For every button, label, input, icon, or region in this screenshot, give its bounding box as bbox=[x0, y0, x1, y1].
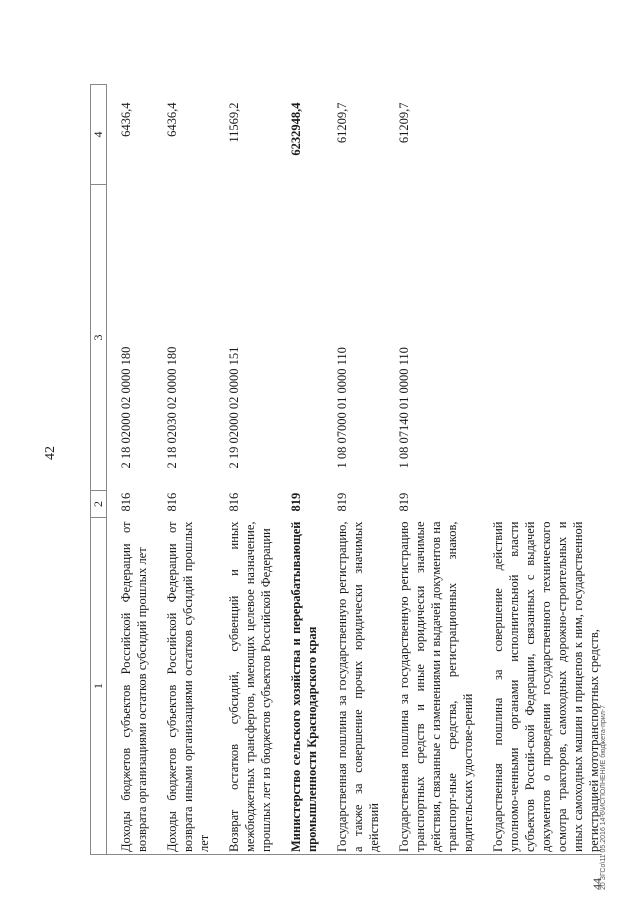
row-budget-code: 2 18 02000 02 0000 180 bbox=[119, 346, 133, 469]
row-name: Государственная пошлина за совершение действий уполномо-ченными органами исполнительной власти субъектов Россий-ской Федерации, связанных с выдачей документов о проведении государственного технического осмотра тракторов, самоходных дорожно-строительных и иных самоходных машин и прицепов к ним, государственной регистрацией мототранспортных средств, bbox=[476, 518, 602, 855]
row-amount: 6232948,4 bbox=[289, 102, 303, 156]
row-name: Возврат остатков субсидий, субвенций и иных межбюджетных трансфертов, имеющих целевое назначение, прошлых лет из бюджетов субъектов Российской Федерации bbox=[212, 518, 274, 855]
sheet-number: 44 bbox=[590, 878, 604, 890]
column-header-4: 4 bbox=[91, 85, 107, 185]
row-name: Государственная пошлина за государственную регистрацию, а также за совершение прочих юридически значимых действий bbox=[320, 518, 382, 855]
footer-file-path: 20 ЗГСо\11 05.2016 14-6\ИСПОЛНЕНИЕ бюджета-прил-7 bbox=[600, 704, 607, 890]
row-admin-code: 816 bbox=[119, 492, 133, 512]
table-row bbox=[476, 85, 602, 855]
row-amount: 6436,4 bbox=[119, 102, 133, 137]
row-budget-code: 1 08 07140 01 0000 110 bbox=[397, 347, 411, 469]
row-budget-code bbox=[274, 185, 320, 491]
row-budget-code bbox=[476, 185, 602, 491]
table-row bbox=[150, 85, 212, 855]
table-row bbox=[382, 85, 476, 855]
column-header-2: 2 bbox=[91, 491, 107, 518]
row-budget-code: 2 19 02000 02 0000 151 bbox=[227, 346, 241, 469]
budget-table bbox=[90, 84, 602, 855]
table-row-ministry bbox=[274, 85, 320, 855]
row-amount: 61209,7 bbox=[335, 102, 349, 144]
row-amount: 61209,7 bbox=[397, 102, 411, 144]
page-number: 42 bbox=[43, 446, 58, 460]
row-admin-code: 819 bbox=[397, 492, 411, 512]
row-amount bbox=[476, 85, 602, 185]
column-header-1: 1 bbox=[91, 518, 107, 855]
row-name: Доходы бюджетов субъектов Российской Федерации от возврата иными организациями остатков субсидий прошлых лет bbox=[150, 518, 212, 855]
row-admin-code: 819 bbox=[335, 492, 349, 512]
row-amount: 11569,2 bbox=[227, 102, 241, 143]
table-row bbox=[320, 85, 382, 855]
table-header-row bbox=[91, 85, 107, 855]
row-admin-code: 816 bbox=[165, 492, 179, 512]
row-admin-code bbox=[476, 491, 602, 518]
table-row bbox=[212, 85, 274, 855]
column-header-3: 3 bbox=[91, 185, 107, 491]
row-budget-code: 2 18 02030 02 0000 180 bbox=[165, 346, 179, 469]
row-name: Министерство сельского хозяйства и перерабатывающей промышленности Краснодарского края bbox=[274, 518, 320, 855]
row-name: Государственная пошлина за государственную регистрацию транспортных средств и иные юридически значимые действия, связанные с изменениями и выдачей документов на транспорт-ные средства, регистрационных знаков, водительских удостове-рений bbox=[382, 518, 476, 855]
row-name: Доходы бюджетов субъектов Российской Федерации от возврата организациями остатков субсидий прошлых лет bbox=[107, 518, 151, 855]
row-budget-code: 1 08 07000 01 0000 110 bbox=[335, 347, 349, 469]
row-admin-code: 816 bbox=[227, 492, 241, 512]
row-admin-code: 819 bbox=[289, 492, 303, 512]
row-amount: 6436,4 bbox=[165, 102, 179, 137]
table-row bbox=[107, 85, 151, 855]
